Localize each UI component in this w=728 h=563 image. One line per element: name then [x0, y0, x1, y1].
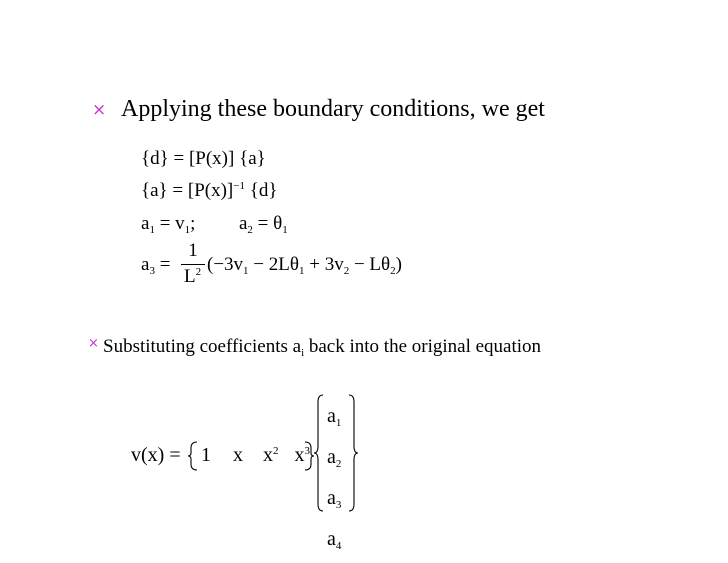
heading-text: Applying these boundary conditions, we get	[121, 96, 545, 122]
equation-4-den-l: L	[184, 266, 196, 287]
equation-3-theta-sub: 1	[282, 224, 288, 236]
equation-3-eq2: = θ	[257, 213, 283, 234]
right-brace-tall-icon	[346, 392, 360, 514]
equation-4-eq: =	[159, 254, 171, 275]
equation-4-fraction	[181, 240, 205, 262]
equation-2	[141, 180, 277, 202]
equation-4-sub1: 1	[243, 265, 249, 277]
row-vector	[201, 444, 310, 467]
column-entry: $a_2$	[327, 446, 342, 470]
equation-3-semicolon: ;	[190, 213, 196, 234]
equation-1-text: {d} = [P(x)] {a}	[141, 148, 266, 169]
subheading-pre: Substituting coefficients a	[103, 336, 302, 357]
equation-4-term3: + 3v	[309, 254, 344, 275]
equation-3-eq: = v	[159, 213, 185, 234]
row-entry-1: 1	[201, 444, 211, 466]
row-entry-x3-sup: 3	[304, 445, 310, 457]
row-entry-x2-sup: 2	[273, 445, 279, 457]
column-entry: $a_3$	[327, 487, 342, 511]
equation-4	[141, 254, 170, 277]
equation-4-term2: − 2Lθ	[253, 254, 299, 275]
row-entry-x3: x	[294, 444, 305, 466]
equation-2-exponent: −1	[233, 180, 245, 192]
column-vector	[327, 399, 341, 563]
bullet-icon: ×	[92, 100, 107, 120]
equation-3-a: a	[141, 213, 150, 234]
equation-4-a-sub: 3	[149, 265, 155, 277]
equation-3	[141, 213, 288, 236]
equation-3-v-sub: 1	[184, 224, 191, 236]
equation-3-a-sub: 1	[149, 224, 155, 236]
equation-4-term4: − Lθ	[353, 254, 391, 275]
equation-4-den-sup: 2	[195, 266, 202, 278]
equation-3-b: a	[238, 213, 248, 234]
equation-2-left: {a} = [P(x)]	[141, 180, 234, 201]
bullet-icon: ×	[88, 336, 99, 351]
left-brace-tall-icon	[312, 392, 326, 514]
equation-4-sub3: 2	[343, 265, 350, 277]
subheading-text	[103, 336, 541, 359]
equation-3-b-sub: 2	[247, 224, 253, 236]
row-entry-x: x	[233, 444, 243, 466]
equation-4-numerator: 1	[188, 240, 198, 261]
equation-4-term1: (−3v	[207, 254, 244, 275]
column-entry: $a_1$	[327, 405, 342, 429]
equation-4-a: a	[141, 254, 150, 275]
equation-4-denominator	[184, 266, 201, 288]
equation-4-sub2: 1	[298, 265, 305, 277]
final-lhs: v(x) =	[131, 444, 181, 466]
subheading-sub: i	[301, 347, 305, 359]
left-brace-icon	[186, 440, 200, 472]
equation-1	[141, 148, 266, 170]
column-entry: $a_4$	[327, 528, 342, 552]
equation-4-sub4: 2	[390, 265, 396, 277]
equation-4-rhs	[207, 254, 402, 277]
equation-4-close: )	[395, 254, 402, 275]
subheading-post: back into the original equation	[304, 336, 542, 357]
fraction-bar	[181, 264, 205, 265]
row-entry-x2: x	[263, 444, 273, 466]
equation-2-right: {d}	[249, 180, 278, 201]
